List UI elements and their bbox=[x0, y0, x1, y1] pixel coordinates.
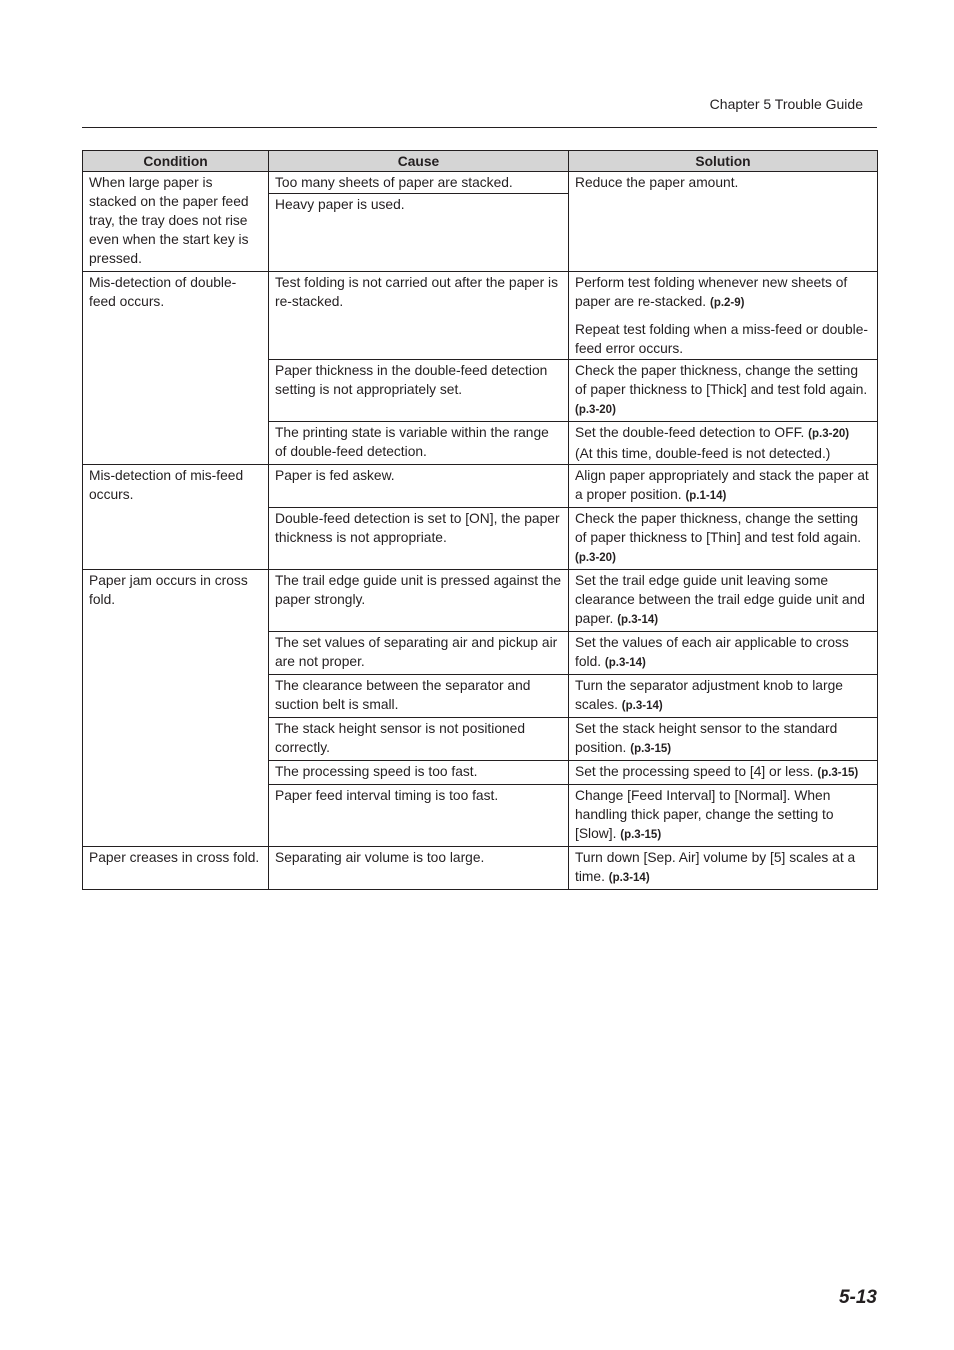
cause-cell: Separating air volume is too large. bbox=[269, 847, 569, 890]
chapter-title: Chapter 5 Trouble Guide bbox=[709, 96, 863, 112]
solution-note: (At this time, double-feed is not detected.) bbox=[575, 446, 831, 461]
solution-text: Perform test folding whenever new sheets of paper are re-stacked. bbox=[575, 275, 848, 309]
solution-cell bbox=[569, 422, 878, 465]
solution-cell bbox=[569, 570, 878, 632]
header-solution: Solution bbox=[569, 151, 878, 172]
page-reference: (p.3-20) bbox=[575, 404, 616, 416]
page-reference: (p.3-15) bbox=[630, 743, 672, 755]
solution-cell bbox=[569, 675, 878, 718]
page-reference: (p.3-14) bbox=[621, 700, 663, 712]
page-reference: (p.3-15) bbox=[817, 767, 859, 779]
header-cause: Cause bbox=[269, 151, 569, 172]
solution-text: Set the processing speed to [4] or less. bbox=[575, 764, 814, 779]
cause-cell: The printing state is variable within the range of double-feed detection. bbox=[269, 422, 569, 465]
table-row bbox=[83, 465, 878, 508]
cause-cell: Paper is fed askew. bbox=[269, 465, 569, 508]
condition-cell: Mis-detection of double-feed occurs. bbox=[83, 272, 269, 465]
condition-cell: Paper creases in cross fold. bbox=[83, 847, 269, 890]
solution-cell bbox=[569, 465, 878, 508]
cause-cell: Test folding is not carried out after the paper is re-stacked. bbox=[269, 272, 569, 360]
solution-text: Turn the separator adjustment knob to large scales. bbox=[575, 678, 843, 712]
page-reference: (p.1-14) bbox=[685, 490, 727, 502]
solution-cell bbox=[569, 718, 878, 761]
page-reference: (p.3-14) bbox=[617, 614, 659, 626]
solution-text: Turn down [Sep. Air] volume by [5] scales at a time. bbox=[575, 850, 856, 884]
solution-text: Check the paper thickness, change the setting of paper thickness to [Thin] and test fold again. bbox=[575, 511, 862, 545]
page-number: 5-13 bbox=[838, 1287, 877, 1308]
cause-cell: The stack height sensor is not positioned correctly. bbox=[269, 718, 569, 761]
solution-cell bbox=[569, 272, 878, 360]
cause-cell: Heavy paper is used. bbox=[269, 194, 569, 272]
table-row bbox=[83, 570, 878, 632]
solution-cell bbox=[569, 172, 878, 272]
trouble-table bbox=[82, 150, 878, 890]
solution-text: Set the trail edge guide unit leaving some clearance between the trail edge guide unit and paper. bbox=[575, 573, 865, 626]
header-condition: Condition bbox=[83, 151, 269, 172]
table-header-row bbox=[83, 151, 878, 172]
page-reference: (p.3-14) bbox=[604, 657, 646, 669]
solution-text: Check the paper thickness, change the setting of paper thickness to [Thick] and test fold again. bbox=[575, 363, 868, 397]
table-row bbox=[83, 172, 878, 194]
cause-cell: Paper thickness in the double-feed detection setting is not appropriately set. bbox=[269, 360, 569, 422]
page-reference: (p.3-14) bbox=[608, 872, 650, 884]
solution-cell bbox=[569, 761, 878, 785]
page-reference: (p.3-20) bbox=[808, 428, 850, 440]
header-divider bbox=[82, 127, 877, 128]
condition-cell: Mis-detection of mis-feed occurs. bbox=[83, 465, 269, 570]
solution-cell bbox=[569, 632, 878, 675]
solution-paragraph bbox=[575, 273, 871, 313]
solution-cell bbox=[569, 508, 878, 570]
page-reference: (p.3-15) bbox=[620, 829, 662, 841]
table-row bbox=[83, 847, 878, 890]
cause-cell: Double-feed detection is set to [ON], the paper thickness is not appropriate. bbox=[269, 508, 569, 570]
page-reference: (p.2-9) bbox=[709, 297, 745, 309]
solution-text: Change [Feed Interval] to [Normal]. When handling thick paper, change the setting to [Slow]. bbox=[575, 788, 834, 841]
solution-cell bbox=[569, 847, 878, 890]
page-reference: (p.3-20) bbox=[575, 552, 616, 564]
solution-cell bbox=[569, 360, 878, 422]
solution-text: Set the values of each air applicable to cross fold. bbox=[575, 635, 849, 669]
solution-text: Set the stack height sensor to the standard position. bbox=[575, 721, 838, 755]
condition-cell: When large paper is stacked on the paper feed tray, the tray does not rise even when the start key is pressed. bbox=[83, 172, 269, 272]
cause-cell: Too many sheets of paper are stacked. bbox=[269, 172, 569, 194]
cause-cell: The set values of separating air and pickup air are not proper. bbox=[269, 632, 569, 675]
solution-text: Reduce the paper amount. bbox=[575, 175, 739, 190]
cause-cell: Paper feed interval timing is too fast. bbox=[269, 785, 569, 847]
solution-text: Align paper appropriately and stack the paper at a proper position. bbox=[575, 468, 869, 502]
solution-paragraph: Repeat test folding when a miss-feed or double-feed error occurs. bbox=[575, 322, 868, 356]
table-row bbox=[83, 272, 878, 360]
solution-cell bbox=[569, 785, 878, 847]
solution-text: Set the double-feed detection to OFF. bbox=[575, 425, 805, 440]
condition-cell: Paper jam occurs in cross fold. bbox=[83, 570, 269, 847]
cause-cell: The trail edge guide unit is pressed against the paper strongly. bbox=[269, 570, 569, 632]
cause-cell: The clearance between the separator and suction belt is small. bbox=[269, 675, 569, 718]
cause-cell: The processing speed is too fast. bbox=[269, 761, 569, 785]
